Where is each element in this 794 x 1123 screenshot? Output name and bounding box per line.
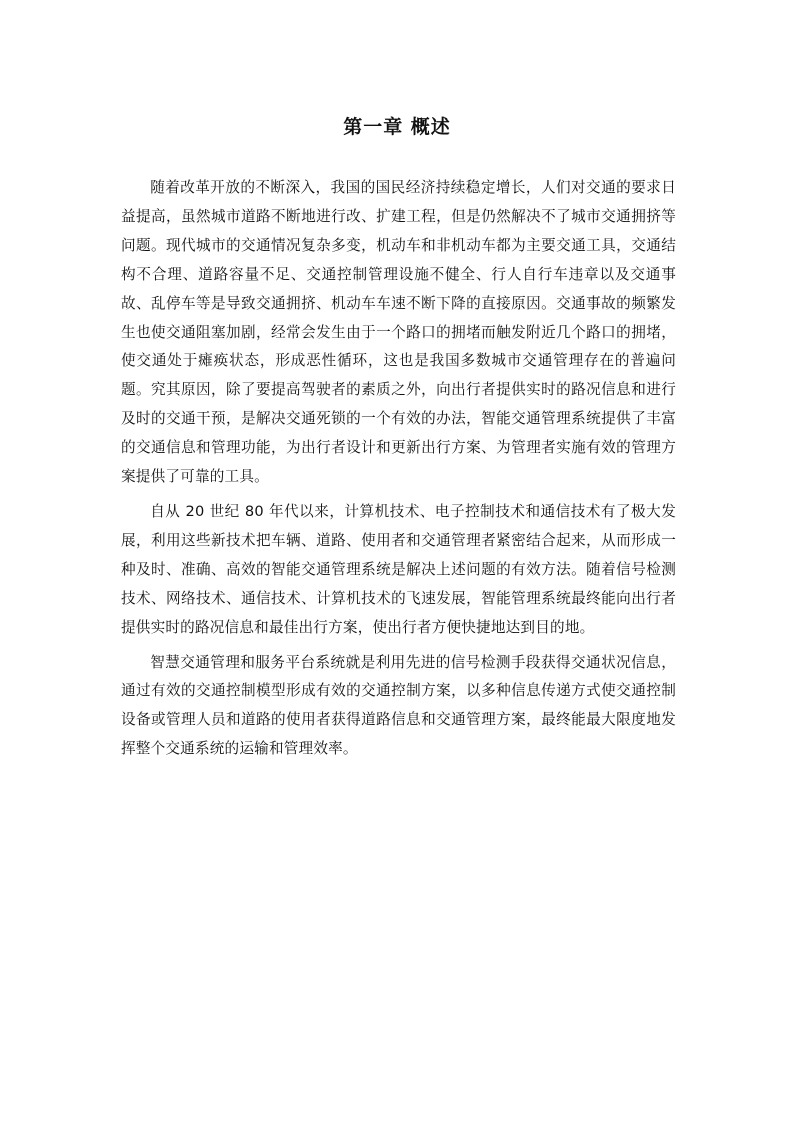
chapter-title: 第一章 概述 [343,116,451,138]
paragraph-platform-summary: 智慧交通管理和服务平台系统就是利用先进的信号检测手段获得交通状况信息，通过有效的交通控制模型形成有效的交通控制方案，以多种信息传递方式使交通控制设备或管理人员和道路的使用者获得道路信息和交通管理方案，最终能最大限度地发挥整个交通系统的运输和管理效率。 [121,653,676,758]
paragraph-reform-context: 随着改革开放的不断深入，我国的国民经济持续稳定增长，人们对交通的要求日益提高，虽然城市道路不断地进行改、扩建工程，但是仍然解决不了城市交通拥挤等问题。现代城市的交通情况复杂多变，机动车和非机动车都为主要交通工具，交通结构不合理、道路容量不足、交通控制管理设施不健全、行人自行车违章以及交通事故、乱停车等是导致交通拥挤、机动车车速不断下降的直接原因。交通事故的频繁发生也使交通阻塞加剧，经常会发生由于一个路口的拥堵而触发附近几个路口的拥堵，使交通处于瘫痪状态，形成恶性循环，这也是我国多数城市交通管理存在的普遍问题。究其原因，除了要提高驾驶者的素质之外，向出行者提供实时的路况信息和进行及时的交通干预，是解决交通死锁的一个有效的办法，智能交通管理系统提供了丰富的交通信息和管理功能，为出行者设计和更新出行方案、为管理者实施有效的管理方案提供了可靠的工具。 [121,179,676,486]
paragraph-technology-development: 自从 20 世纪 80 年代以来，计算机技术、电子控制技术和通信技术有了极大发展，利用这些新技术把车辆、道路、使用者和交通管理者紧密结合起来，从而形成一种及时、准确、高效的智能交通管理系统是解决上述问题的有效方法。随着信号检测技术、网络技术、通信技术、计算机技术的飞速发展，智能管理系统最终能向出行者提供实时的路况信息和最佳出行方案，使出行者方便快捷地达到目的地。 [121,502,676,636]
body-text [121,174,676,770]
